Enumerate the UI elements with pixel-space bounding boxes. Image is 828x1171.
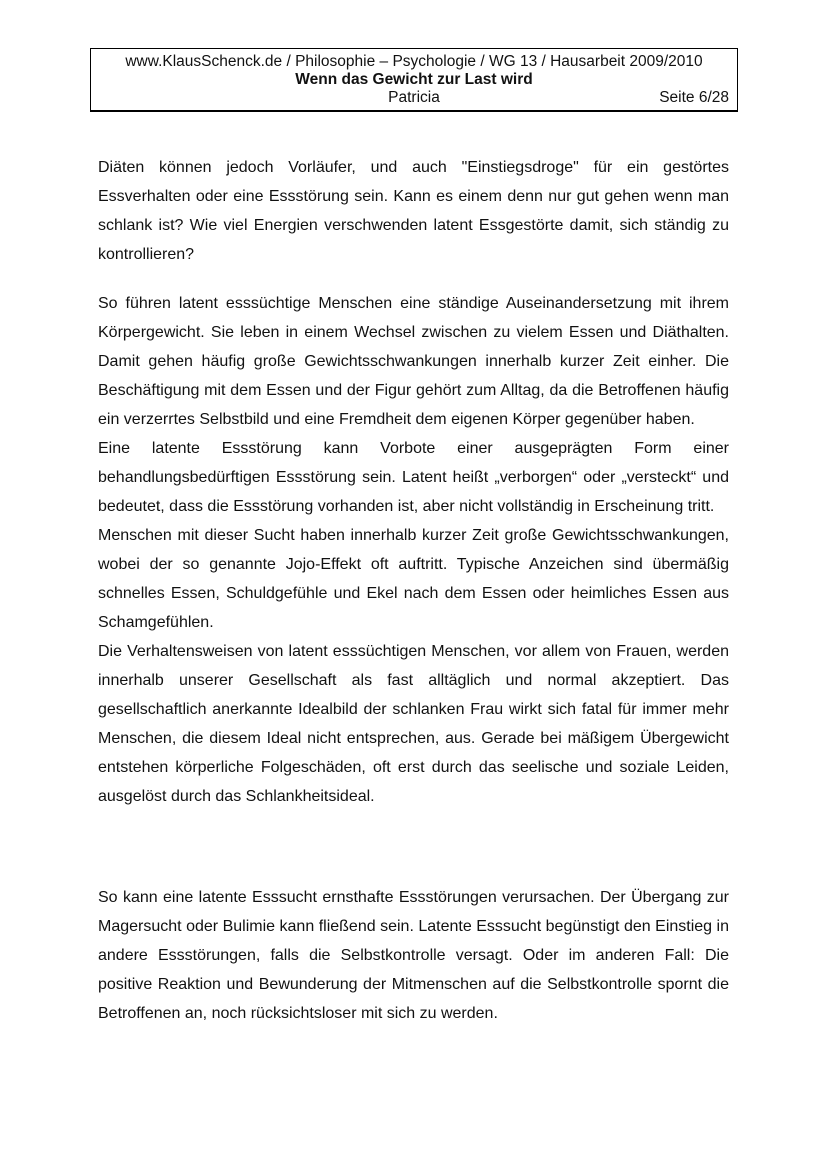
paragraph: So führen latent esssüchtige Menschen eine ständige Auseinandersetzung mit ihrem Körpergewicht. Sie leben in einem Wechsel zwischen zu vielem Essen und Diäthalten. Damit gehen häufig große Gewichtsschwankungen innerhalb kurzer Zeit einher. Die Beschäftigung mit dem Essen und der Figur gehört zum Alltag, da die Betroffenen häufig ein verzerrtes Selbstbild und eine Fremdheit dem eigenen Körper gegenüber haben.	[98, 295, 729, 428]
text-block-1	[98, 153, 729, 269]
page-header	[90, 48, 738, 112]
paragraph: Diäten können jedoch Vorläufer, und auch "Einstiegsdroge" für ein gestörtes Essverhalten oder eine Essstörung sein. Kann es einem denn nur gut gehen wenn man schlank ist? Wie viel Energien verschwenden latent Essgestörte damit, sich ständig zu kontrollieren?	[98, 159, 729, 263]
paragraph: So kann eine latente Esssucht ernsthafte Essstörungen verursachen. Der Übergang zur Magersucht oder Bulimie kann fließend sein. Latente Esssucht begünstigt den Einstieg in andere Essstörungen, falls die Selbstkontrolle versagt. Oder im anderen Fall: Die positive Reaktion und Bewunderung der Mitmenschen auf die Selbstkontrolle spornt die Betroffenen an, noch rücksichtsloser mit sich zu werden.	[98, 889, 729, 1022]
paragraph: Eine latente Essstörung kann Vorbote einer ausgeprägten Form einer behandlungsbedürftigen Essstörung sein. Latent heißt „verborgen“ oder „versteckt“ und bedeutet, dass die Essstörung vorhanden ist, aber nicht vollständig in Erscheinung tritt.	[98, 440, 729, 515]
page-number: Seite 6/28	[659, 89, 729, 106]
paragraph: Die Verhaltensweisen von latent esssüchtigen Menschen, vor allem von Frauen, werden innerhalb unserer Gesellschaft als fast alltäglich und normal akzeptiert. Das gesellschaftlich anerkannte Idealbild der schlanken Frau wirkt sich fatal für immer mehr Menschen, die diesem Ideal nicht entsprechen, aus. Gerade bei mäßigem Übergewicht entstehen körperliche Folgeschäden, oft erst durch das seelische und soziale Leiden, ausgelöst durch das Schlankheitsideal.	[98, 643, 729, 805]
header-source-line: www.KlausSchenck.de / Philosophie – Psychologie / WG 13 / Hausarbeit 2009/2010	[125, 53, 703, 70]
paragraph: Menschen mit dieser Sucht haben innerhalb kurzer Zeit große Gewichtsschwankungen, wobei der so genannte Jojo-Effekt oft auftritt. Typische Anzeichen sind übermäßig schnelles Essen, Schuldgefühle und Ekel nach dem Essen oder heimliches Essen aus Schamgefühlen.	[98, 527, 729, 631]
text-block-3	[98, 883, 729, 1028]
text-block-2	[98, 289, 729, 811]
author-name: Patricia	[388, 89, 440, 106]
document-title: Wenn das Gewicht zur Last wird	[295, 71, 533, 88]
